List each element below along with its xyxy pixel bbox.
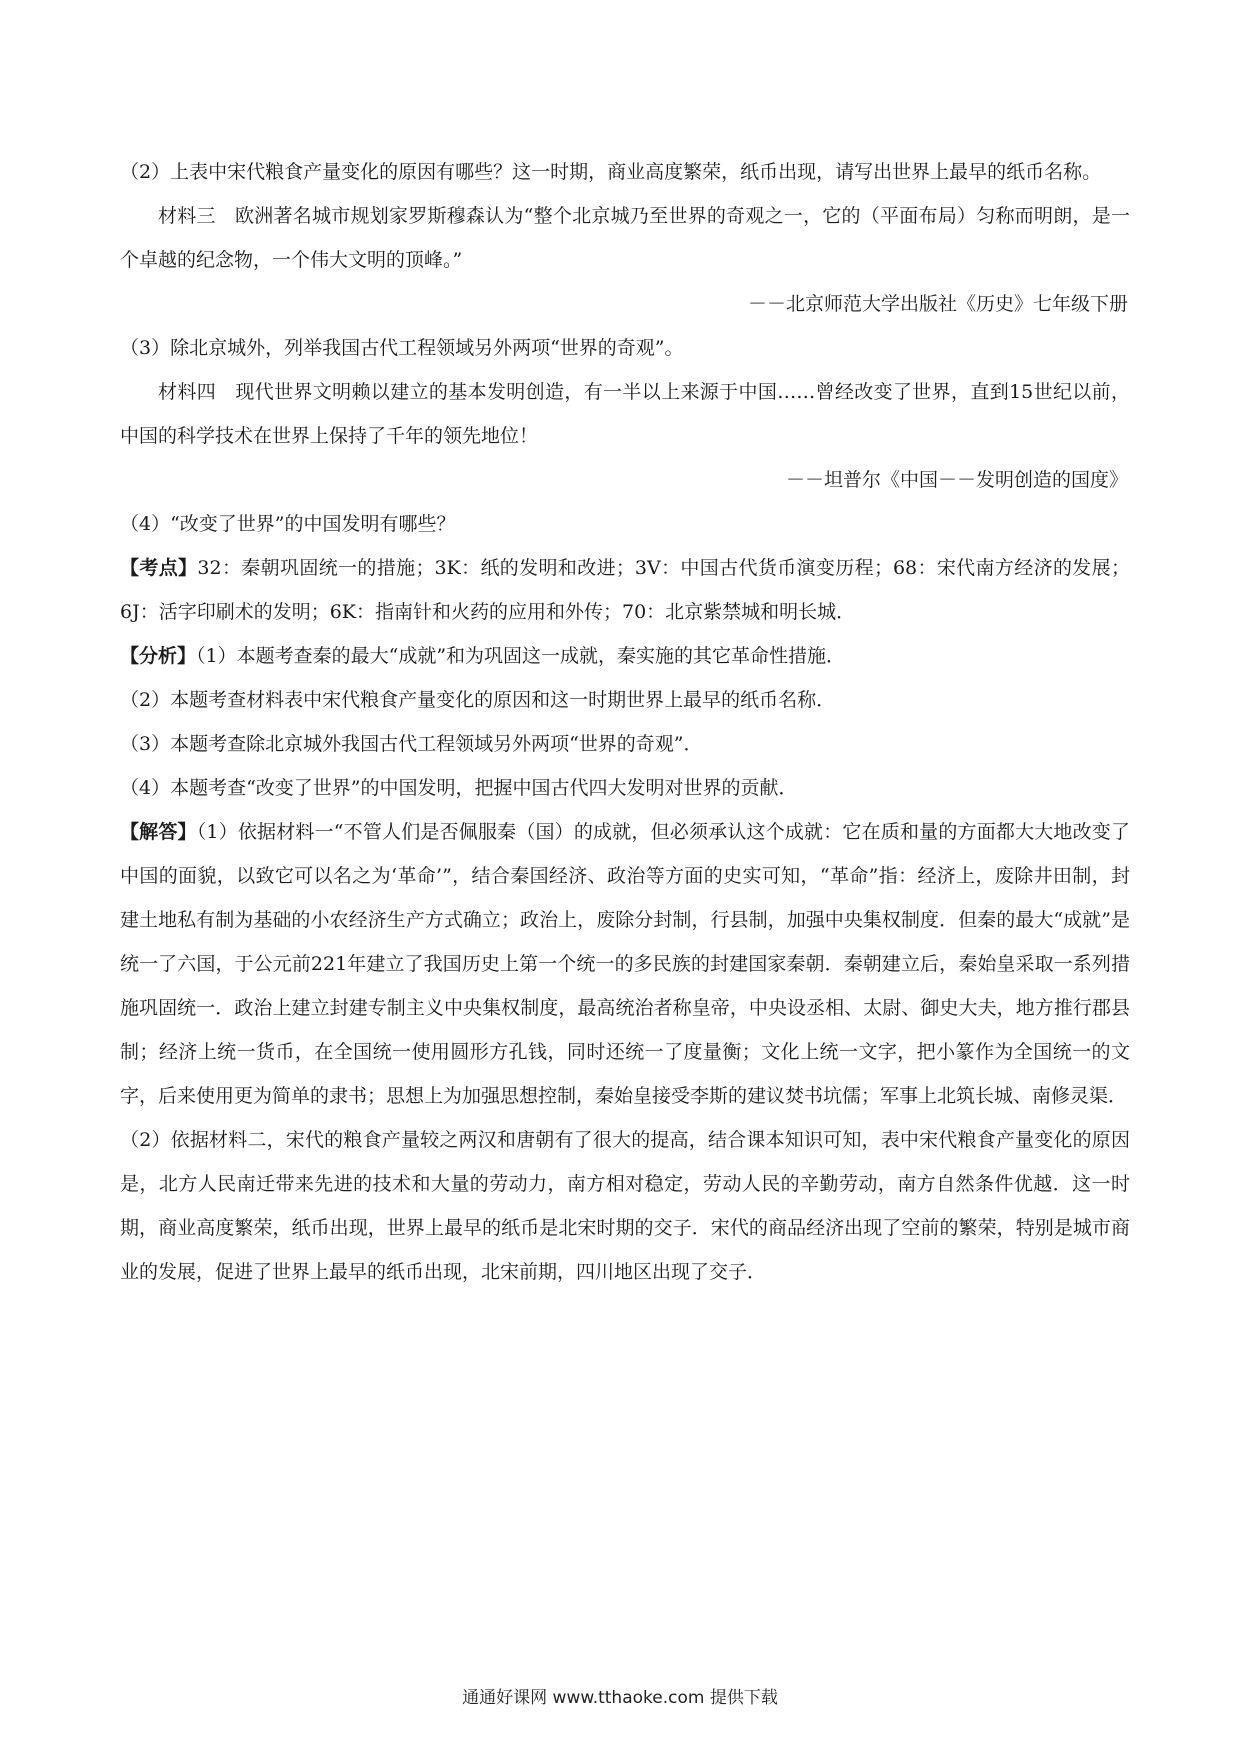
page-footer: 通通好课网 www.tthaoke.com 提供下载 [462,1688,778,1708]
fenxi-line-4: （4）本题考查“改变了世界”的中国发明，把握中国古代四大发明对世界的贡献． [120,777,798,799]
jieda-section [120,810,1130,1118]
question-4-text: （4）“改变了世界”的中国发明有哪些？ [120,513,456,535]
fenxi-text: （1）本题考查秦的最大“成就”和为巩固这一成就，秦实施的其它革命性措施． [196,645,846,667]
document-body [120,150,1130,1294]
fenxi-label: 【分析】 [120,645,197,667]
material-3-source: －－北京师范大学出版社《历史》七年级下册 [747,293,1128,315]
fenxi-section [120,634,1130,678]
material-3-text: 材料三 欧洲著名城市规划家罗斯穆森认为“整个北京城乃至世界的奇观之一，它的（平面布局）匀称而明朗，是一个卓越的纪念物，一个伟大文明的顶峰。” [120,205,1130,271]
fenxi-line-3: （3）本题考查除北京城外我国古代工程领域另外两项“世界的奇观”． [120,733,703,755]
kaodian-text: 32：秦朝巩固统一的措施；3K：纸的发明和改进；3V：中国古代货币演变历程；68：宋代南方经济的发展；6J：活字印刷术的发明；6K：指南针和火药的应用和外传；70：北京紫禁城和明长城． [120,557,1130,623]
jieda-part-2: （2）依据材料二，宋代的粮食产量较之两汉和唐朝有了很大的提高，结合课本知识可知，表中宋代粮食产量变化的原因是，北方人民南迁带来先进的技术和大量的劳动力，南方相对稳定，劳动人民的辛勤劳动，南方自然条件优越．这一时期，商业高度繁荣，纸币出现，世界上最早的纸币是北宋时期的交子．宋代的商品经济出现了空前的繁荣，特别是城市商业的发展，促进了世界上最早的纸币出现，北宋前期，四川地区出现了交子． [120,1129,1130,1283]
kaodian-section [120,546,1130,634]
jieda-text: （1）依据材料一“不管人们是否佩服秦（国）的成就，但必须承认这个成就：它在质和量的方面都大大地改变了中国的面貌，以致它可以名之为‘革命’”，结合秦国经济、政治等方面的史实可知，“革命”指：经济上，废除井田制，封建土地私有制为基础的小农经济生产方式确立；政治上，废除分封制，行县制，加强中央集权制度．但秦的最大“成就”是统一了六国，于公元前221年建立了我国历史上第一个统一的多民族的封建国家秦朝．秦朝建立后，秦始皇采取一系列措施巩固统一．政治上建立封建专制主义中央集权制度，最高统治者称皇帝，中央设丞相、太尉、御史大夫，地方推行郡县制；经济上统一货币，在全国统一使用圆形方孔钱，同时还统一了度量衡；文化上统一文字，把小篆作为全国统一的文字，后来使用更为简单的隶书；思想上为加强思想控制，秦始皇接受李斯的建议焚书坑儒；军事上北筑长城、南修灵渠． [120,821,1130,1107]
question-2-text: （2）上表中宋代粮食产量变化的原因有哪些？这一时期，商业高度繁荣，纸币出现，请写出世界上最早的纸币名称。 [120,161,1102,183]
kaodian-label: 【考点】 [120,557,198,579]
jieda-label: 【解答】 [120,821,197,843]
question-3-text: （3）除北京城外，列举我国古代工程领域另外两项“世界的奇观”。 [120,337,684,359]
material-4-text: 材料四 现代世界文明赖以建立的基本发明创造，有一半以上来源于中国……曾经改变了世界，直到15世纪以前，中国的科学技术在世界上保持了千年的领先地位！ [120,381,1130,447]
material-4-source: －－坦普尔《中国－－发明创造的国度》 [785,469,1128,491]
fenxi-line-2: （2）本题考查材料表中宋代粮食产量变化的原因和这一时期世界上最早的纸币名称． [120,689,836,711]
